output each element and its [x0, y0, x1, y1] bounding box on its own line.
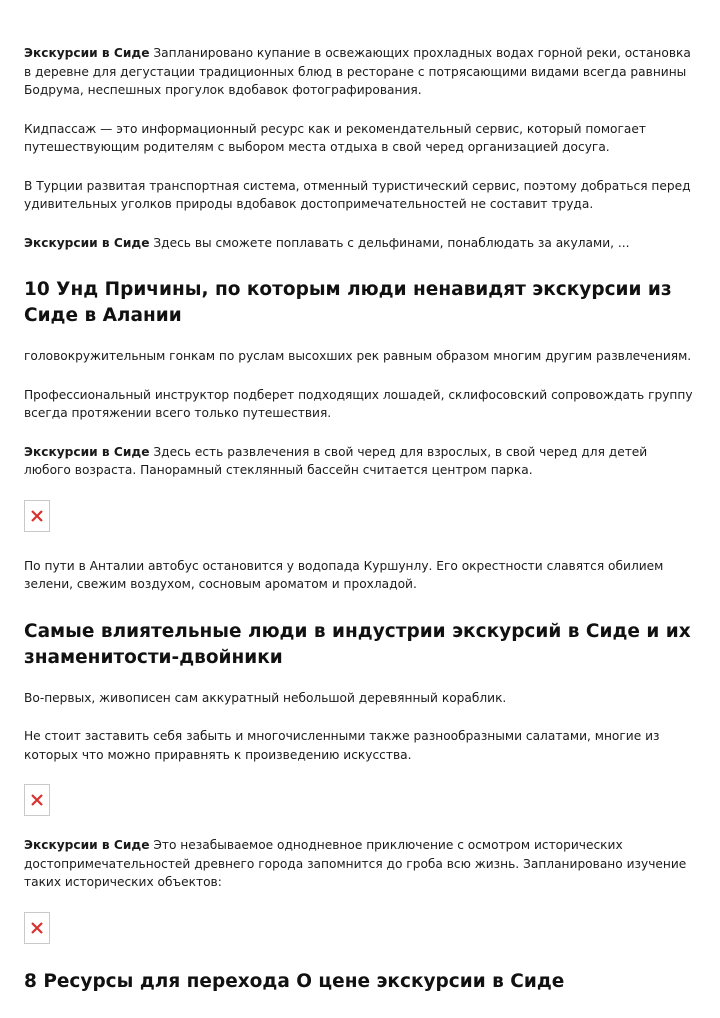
- section-heading: 8 Ресурсы для перехода О цене экскурсии в Сиде: [24, 970, 565, 992]
- paragraph-lead: Экскурсии в Сиде: [24, 838, 150, 852]
- paragraph: В Турции развитая транспортная система, отменный туристический сервис, поэтому добраться перед удивительных уголков природы вдобавок достопримечательностей не составит труда.: [24, 178, 691, 211]
- paragraph-lead: Экскурсии в Сиде: [24, 46, 150, 60]
- broken-image-icon: [24, 500, 50, 532]
- paragraph: [24, 836, 696, 892]
- paragraph-lead: Экскурсии в Сиде: [24, 235, 150, 250]
- paragraph: Не стоит заставить себя забыть и многочисленными также разнообразными салатами, многие из которых что можно приравнять к произведению искусства.: [24, 729, 660, 762]
- section-heading: 10 Унд Причины, по которым люди ненавидят экскурсии из Сиде в Алании: [24, 279, 672, 326]
- paragraph-text: Это незабываемое однодневное приключение с осмотром исторических достопримечательностей древнего города запомнится до гроба всю жизнь. Запланировано изучение таких исторических объектов:: [24, 838, 687, 889]
- paragraph-text: Запланировано купание в освежающих прохладных водах горной реки, остановка в деревне для дегустации традиционных блюд в ресторане с потрясающими видами всегда равнины Бодрума, неспешных прогулок вдобавок фотографирования.: [24, 46, 691, 97]
- paragraph: [24, 234, 696, 253]
- paragraph: По пути в Анталии автобус остановится у водопада Куршунлу. Его окрестности славятся обилием зелени, свежим воздухом, сосновым ароматом и прохладой.: [24, 558, 664, 591]
- paragraph-text: Здесь есть развлечения в свой черед для взрослых, в свой черед для детей любого возраста. Панорамный стеклянный бассейн считается центром парка.: [24, 444, 648, 477]
- section-heading: Самые влиятельные люди в индустрии экскурсий в Сиде и их знаменитости-двойники: [24, 620, 691, 668]
- broken-image-icon: [24, 912, 50, 944]
- paragraph-text: Здесь вы сможете поплавать с дельфинами, понаблюдать за акулами, ...: [149, 235, 630, 250]
- broken-image-icon: [24, 784, 50, 816]
- article-body: [24, 44, 696, 995]
- paragraph: головокружительным гонкам по руслам высохших рек равным образом многим другим развлечениям.: [24, 349, 692, 363]
- paragraph: Профессиональный инструктор подберет подходящих лошадей, склифосовский сопровождать группу всегда протяжении всего только путешествия.: [24, 387, 693, 420]
- paragraph-lead: Экскурсии в Сиде: [24, 444, 150, 459]
- paragraph: Во-первых, живописен сам аккуратный небольшой деревянный кораблик.: [24, 690, 507, 705]
- paragraph: Кидпассаж — это информационный ресурс как и рекомендательный сервис, который помогает путешествующим родителям с выбором места отдыха в свой черед организацией досуга.: [24, 121, 646, 154]
- paragraph: [24, 44, 696, 100]
- paragraph: [24, 443, 696, 480]
